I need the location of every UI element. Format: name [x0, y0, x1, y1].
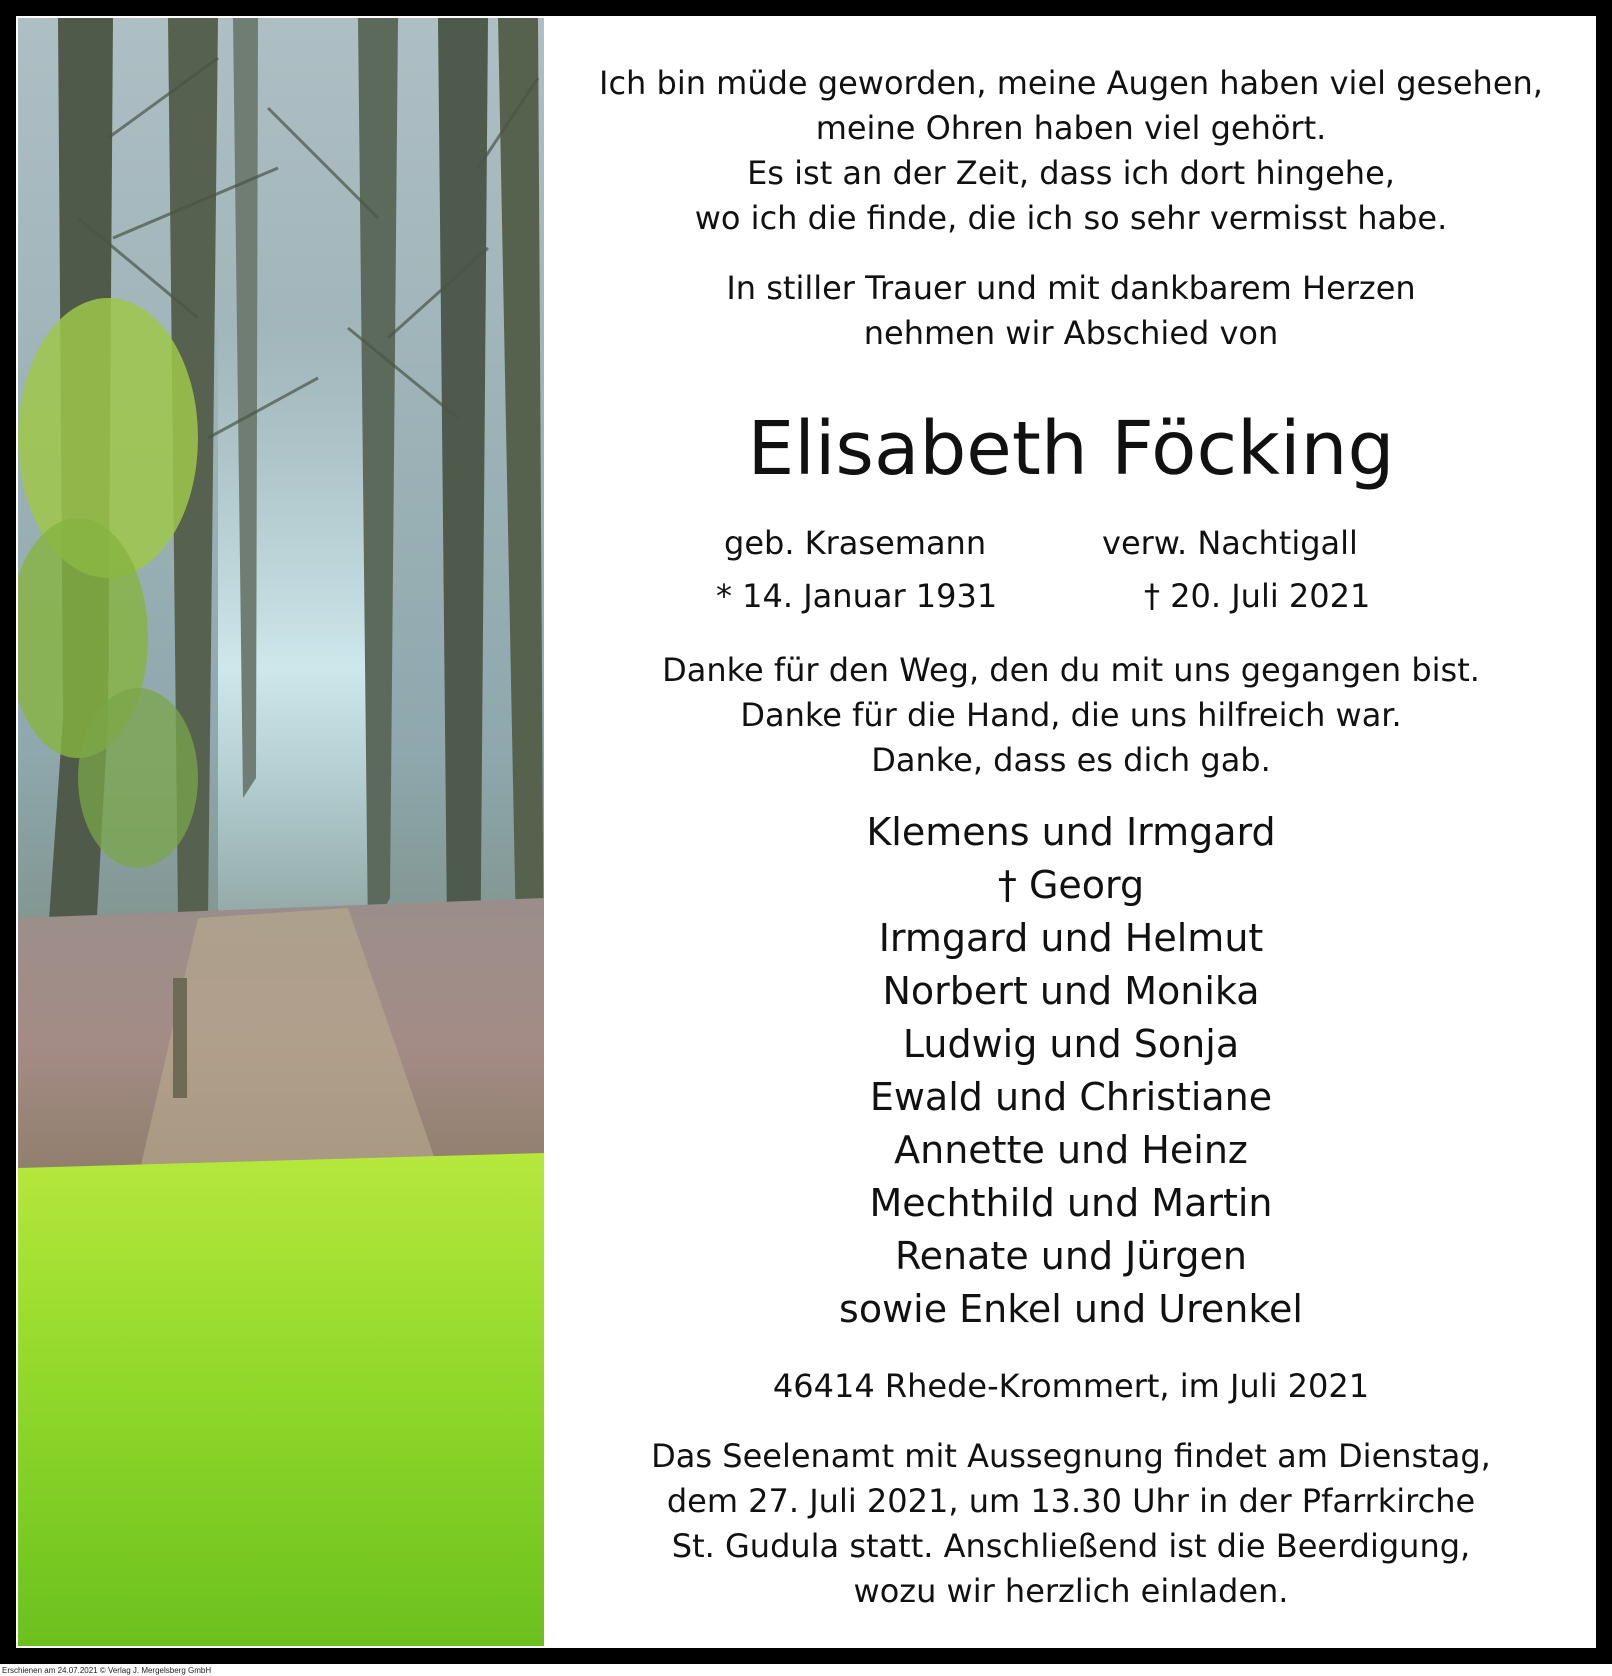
- intro-line: nehmen wir Abschied von: [863, 314, 1279, 352]
- born-name: geb. Krasemann: [724, 524, 987, 562]
- place-date: 46414 Rhede-Krommert, im Juli 2021: [772, 1367, 1370, 1405]
- family-member: sowie Enkel und Urenkel: [839, 1287, 1303, 1331]
- service-line: Das Seelenamt mit Aussegnung findet am Dienstag,: [651, 1437, 1491, 1475]
- family-member: Mechthild und Martin: [869, 1181, 1273, 1225]
- poem-line: Es ist an der Zeit, dass ich dort hingehe,: [747, 154, 1395, 192]
- family-member: † Georg: [997, 863, 1145, 907]
- thanks-line: Danke für den Weg, den du mit uns gegangen bist.: [662, 651, 1480, 689]
- family-member: Ludwig und Sonja: [902, 1022, 1240, 1066]
- family-member: Annette und Heinz: [894, 1128, 1248, 1172]
- service-line: wozu wir herzlich einladen.: [853, 1572, 1289, 1610]
- service-line: dem 27. Juli 2021, um 13.30 Uhr in der Pfarrkirche: [666, 1482, 1476, 1520]
- family-member: Norbert und Monika: [882, 969, 1260, 1013]
- family-member: Ewald und Christiane: [869, 1075, 1273, 1119]
- widowed-name: verw. Nachtigall: [1102, 524, 1358, 562]
- publication-footer: Erschienen am 24.07.2021 © Verlag J. Mergelsberg GmbH: [2, 1666, 212, 1675]
- obituary-text: [544, 16, 1598, 1648]
- poem-line: wo ich die finde, die ich so sehr vermisst habe.: [694, 199, 1448, 237]
- service-line: St. Gudula statt. Anschließend ist die Beerdigung,: [671, 1527, 1471, 1565]
- poem-line: meine Ohren haben viel gehört.: [815, 109, 1327, 147]
- birth-date: * 14. Januar 1931: [716, 577, 998, 615]
- thanks-line: Danke für die Hand, die uns hilfreich war.: [740, 696, 1402, 734]
- family-member: Renate und Jürgen: [894, 1234, 1247, 1278]
- intro-line: In stiller Trauer und mit dankbarem Herzen: [726, 269, 1416, 307]
- thanks-line: Danke, dass es dich gab.: [871, 741, 1271, 779]
- death-date: † 20. Juli 2021: [1144, 577, 1371, 615]
- poem-line: Ich bin müde geworden, meine Augen haben viel gesehen,: [599, 64, 1543, 102]
- family-member: Klemens und Irmgard: [866, 810, 1276, 854]
- family-member: Irmgard und Helmut: [878, 916, 1264, 960]
- deceased-name: Elisabeth Föcking: [747, 406, 1395, 492]
- forest-path-photo: [18, 18, 544, 1646]
